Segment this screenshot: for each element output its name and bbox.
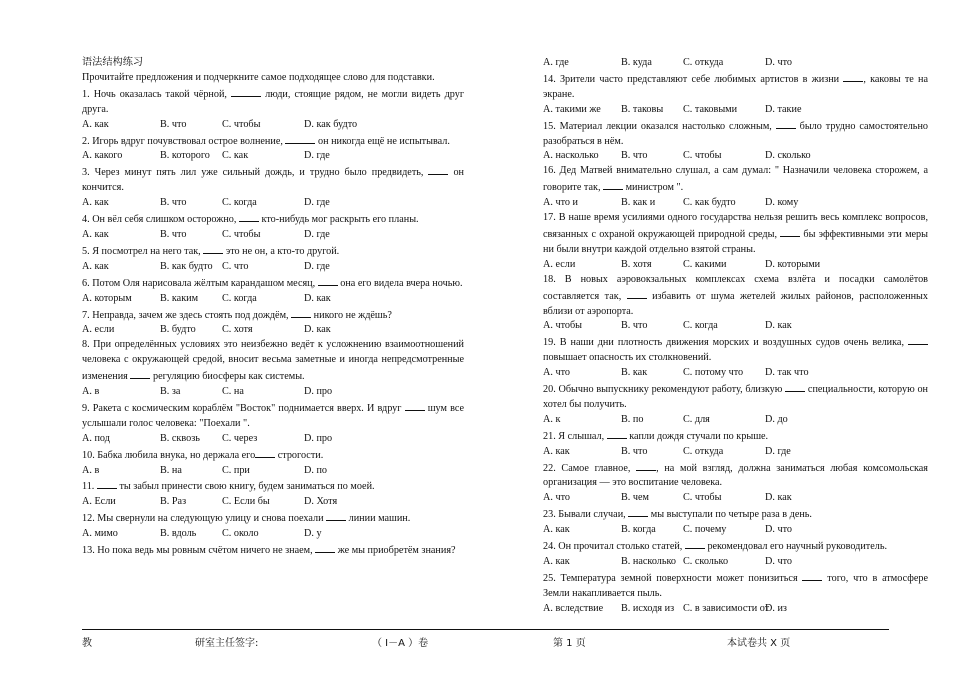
answer-option[interactable]: B. куда	[621, 57, 652, 68]
question-stem: 7. Неправда, зачем же здесь стоять под дождём,	[82, 309, 292, 321]
option-row	[543, 491, 928, 506]
option-row	[543, 103, 928, 118]
answer-blank[interactable]	[780, 226, 800, 237]
answer-option[interactable]: D. что	[765, 57, 792, 68]
question-text	[543, 506, 928, 523]
answer-option[interactable]: A. под	[82, 432, 110, 444]
option-row	[82, 196, 464, 211]
answer-option[interactable]: A. как	[543, 556, 570, 567]
answer-blank[interactable]	[628, 506, 648, 517]
answer-option[interactable]: A. если	[543, 258, 576, 270]
footer-teacher: 教	[82, 638, 92, 649]
answer-blank[interactable]	[318, 275, 338, 286]
answer-option[interactable]: B. чем	[621, 492, 649, 504]
option-row	[543, 56, 928, 71]
answer-blank[interactable]	[843, 71, 863, 82]
answer-option[interactable]: B. исходя из	[621, 602, 675, 614]
answer-option[interactable]: D. из	[765, 602, 787, 614]
question-stem: 14. Зрители часто представляют себе любимых артистов в жизни	[543, 73, 844, 85]
answer-option[interactable]: A. как	[543, 524, 570, 536]
answer-option[interactable]: B. что	[160, 118, 187, 130]
answer-blank[interactable]	[776, 118, 796, 129]
answer-option[interactable]: B. сквозь	[160, 432, 200, 444]
answer-option[interactable]: D. так что	[765, 367, 809, 379]
question-stem: 15. Материал лекции оказался настолько сложным,	[543, 120, 776, 132]
question-stem: 8. При определённых условиях это неизбежно ведёт к усложнению взаимоотношений человека с окружающей средой, вносит весьма заметные и иногда непредсмотренные изменения	[82, 339, 464, 383]
question-text	[82, 400, 464, 432]
question-text	[543, 118, 928, 150]
question-stem-end: , каковы те на экране.	[543, 73, 928, 100]
question-stem: 17. В наше время усилиями одного государства нельзя решить весь комплекс вопросов, связанных с охраной окружающей природной среды,	[543, 212, 928, 240]
answer-blank[interactable]	[607, 428, 627, 439]
answer-option[interactable]: C. что	[222, 260, 249, 272]
footer-rule	[82, 629, 889, 630]
answer-option[interactable]: A. мимо	[82, 528, 118, 540]
answer-option[interactable]: A. в	[82, 464, 100, 476]
footer-paper-code: （ Ⅰ－A ）卷	[372, 638, 429, 649]
question-stem-end: же мы приобретём знания?	[335, 545, 456, 557]
question-stem: 3. Через минут пять лил уже сильный дождь, и трудно было предвидеть,	[82, 167, 429, 179]
answer-option[interactable]: D. кому	[765, 197, 799, 209]
option-row	[543, 366, 928, 381]
answer-option[interactable]: B. на	[160, 464, 182, 476]
answer-blank[interactable]	[603, 179, 623, 190]
answer-option[interactable]: D. что	[765, 556, 792, 567]
question-text	[543, 460, 928, 492]
answer-option[interactable]: A. к	[543, 413, 561, 425]
answer-option[interactable]: B. как будто	[160, 260, 213, 272]
answer-option[interactable]: C. Если бы	[222, 496, 270, 508]
answer-option[interactable]: A. насколько	[543, 150, 599, 162]
answer-option[interactable]: A. в	[82, 386, 100, 398]
question-text	[82, 275, 464, 292]
question-stem-end: бы эффективными эти меры ни были внутри каждой отдельно взятой страны.	[543, 228, 928, 255]
question-stem-end: специальности, которую он хотел бы получить.	[543, 384, 928, 410]
answer-option[interactable]: B. за	[160, 386, 181, 398]
answer-option[interactable]: A. где	[543, 57, 569, 68]
answer-blank[interactable]	[908, 334, 928, 345]
option-row	[543, 523, 928, 538]
answer-blank[interactable]	[636, 460, 656, 471]
footer-director: 研室主任签字:	[195, 638, 259, 649]
footer-page-number: 第 1 页	[553, 638, 586, 649]
answer-option[interactable]: C. какими	[683, 258, 727, 270]
question-stem: 12. Мы свернули на следующую улицу и снова поехали	[82, 513, 327, 525]
answer-option[interactable]: B. хотя	[621, 258, 652, 270]
question-text	[543, 570, 928, 602]
answer-option[interactable]: C. таковыми	[683, 103, 738, 115]
question-stem-end: это не он, а кто-то другой.	[223, 245, 340, 257]
answer-option[interactable]: C. когда	[222, 292, 257, 304]
question-stem-end: он никогда ещё не испытывал.	[315, 135, 450, 147]
question-stem: 2. Игорь вдруг почувствовал острое волнение,	[82, 135, 286, 147]
answer-option[interactable]: D. где	[304, 260, 330, 272]
question-stem-end: , на мой взгляд, должна заниматься любая комсомольская организация — это воспитание человека.	[543, 462, 928, 489]
question-text	[543, 538, 928, 555]
answer-option[interactable]: D. где	[765, 445, 791, 457]
question-stem: 11.	[82, 481, 97, 493]
question-text	[82, 447, 464, 464]
answer-option[interactable]: D. про	[304, 432, 333, 444]
answer-option[interactable]: C. почему	[683, 524, 727, 536]
answer-option[interactable]: A. какого	[82, 150, 123, 162]
answer-blank[interactable]	[239, 211, 259, 222]
answer-option[interactable]: C. когда	[683, 320, 718, 332]
answer-option[interactable]: A. что и	[543, 197, 578, 209]
question-stem-end: линии машин.	[346, 513, 411, 525]
option-row	[82, 464, 464, 479]
instruction-text: Прочитайте предложения и подчеркните самое подходящее слово для подставки.	[82, 71, 435, 83]
option-row	[82, 323, 464, 338]
question-text	[543, 334, 928, 366]
answer-option[interactable]: A. если	[82, 324, 115, 336]
question-text	[82, 243, 464, 260]
footer-total-pages: 本试卷共 X 页	[727, 638, 791, 649]
question-stem-end: мы выступали по четыре раза в день.	[648, 509, 812, 521]
option-row	[543, 258, 928, 273]
answer-option[interactable]: D. про	[304, 386, 333, 398]
answer-option[interactable]: D. где	[304, 150, 330, 162]
question-stem: 5. Я посмотрел на него так,	[82, 245, 204, 257]
answer-option[interactable]: C. откуда	[683, 57, 724, 68]
question-stem-end: было трудно самостоятельно разобраться в нём.	[543, 120, 928, 147]
option-row	[543, 555, 928, 570]
question-stem: 24. Он прочитал столько статей,	[543, 541, 685, 553]
question-stem: 6. Потом Оля нарисовала жёлтым карандашом месяц,	[82, 277, 318, 289]
answer-blank[interactable]	[685, 538, 705, 549]
question-stem-end: регуляцию биосферы как системы.	[150, 371, 305, 383]
answer-option[interactable]: D. что	[765, 524, 792, 536]
question-stem-end: кто-нибудь мог раскрыть его планы.	[258, 214, 419, 226]
answer-option[interactable]: B. Раз	[160, 496, 187, 508]
answer-option[interactable]: D. как	[304, 292, 331, 304]
answer-option[interactable]: C. чтобы	[683, 492, 722, 504]
option-row	[82, 432, 464, 447]
question-stem-end: ты забыл принести свою книгу, будем заниматься по моей.	[116, 481, 375, 493]
answer-option[interactable]: D. где	[304, 197, 330, 209]
question-text	[82, 338, 464, 385]
answer-option[interactable]: B. что	[621, 445, 648, 457]
answer-option[interactable]: B. как	[621, 367, 648, 379]
answer-option[interactable]: B. которого	[160, 150, 210, 162]
answer-blank[interactable]	[231, 86, 261, 97]
question-stem: 4. Он вёл себя слишком осторожно,	[82, 214, 239, 226]
question-stem-end: министром ".	[623, 182, 684, 194]
option-row	[543, 319, 928, 334]
answer-blank[interactable]	[291, 307, 311, 318]
answer-option[interactable]: D. такие	[765, 103, 802, 115]
question-stem: 18. В новых аэровокзальных комплексах схема взлёта и посадки самолётов составляется так,	[543, 273, 928, 302]
question-stem-end: рекомендовал его научный руководитель.	[704, 541, 888, 553]
answer-option[interactable]: B. что	[160, 228, 187, 240]
answer-option[interactable]: B. таковы	[621, 103, 664, 115]
answer-option[interactable]: D. по	[304, 464, 327, 476]
answer-option[interactable]: D. которыми	[765, 258, 821, 270]
answer-option[interactable]: D. до	[765, 413, 788, 425]
answer-option[interactable]: A. что	[543, 367, 570, 379]
answer-option[interactable]: C. чтобы	[222, 118, 261, 130]
answer-option[interactable]: B. насколько	[621, 556, 677, 567]
question-text	[82, 211, 464, 228]
answer-option[interactable]: D. как	[765, 492, 792, 504]
option-row	[82, 228, 464, 243]
answer-option[interactable]: A. как	[543, 445, 570, 457]
answer-option[interactable]: A. чтобы	[543, 320, 583, 332]
question-text	[543, 164, 928, 196]
answer-option[interactable]: B. вдоль	[160, 528, 197, 540]
answer-option[interactable]: B. как и	[621, 197, 656, 209]
answer-option[interactable]: B. будто	[160, 324, 196, 336]
answer-option[interactable]: A. как	[82, 118, 109, 130]
question-stem-end: она его видела вчера ночью.	[337, 277, 463, 289]
right-question-list	[543, 56, 928, 617]
answer-option[interactable]: C. откуда	[683, 445, 724, 457]
answer-option[interactable]: C. для	[683, 413, 710, 425]
answer-option[interactable]: A. Если	[82, 496, 116, 508]
exercise-title: 语法结构练习	[82, 57, 144, 68]
answer-option[interactable]: C. хотя	[222, 324, 253, 336]
option-row	[82, 118, 464, 133]
question-stem-end: повышает опасность их столкновений.	[543, 352, 712, 364]
answer-option[interactable]: B. что	[621, 150, 648, 162]
question-stem-end: того, что в атмосфере Земли накапливается пыль.	[543, 572, 928, 599]
answer-option[interactable]: D. где	[304, 228, 330, 240]
question-text	[82, 542, 464, 559]
question-text	[543, 211, 928, 258]
answer-option[interactable]: D. как	[765, 320, 792, 332]
option-row	[82, 260, 464, 275]
answer-option[interactable]: D. сколько	[765, 150, 811, 162]
question-stem: 23. Бывали случаи,	[543, 509, 629, 521]
question-text	[82, 510, 464, 527]
answer-option[interactable]: A. как	[82, 228, 109, 240]
question-stem: 20. Обычно выпускнику рекомендуют работу, близкую	[543, 384, 786, 396]
question-stem-end: строгости.	[275, 449, 324, 461]
question-stem: 19. В наши дни плотность движения морских и воздушных судов очень велика,	[543, 337, 908, 349]
question-stem: 1. Ночь оказалась такой чёрной,	[82, 88, 232, 100]
question-stem: 22. Самое главное,	[543, 462, 637, 474]
question-text	[543, 273, 928, 320]
question-text	[82, 478, 464, 495]
left-question-list	[82, 86, 464, 559]
option-row	[82, 149, 464, 164]
option-row	[543, 196, 928, 211]
question-stem: 25. Температура земной поверхности может понизиться	[543, 572, 803, 584]
question-text	[543, 428, 928, 445]
answer-option[interactable]: C. чтобы	[683, 150, 722, 162]
answer-option[interactable]: C. в зависимости от	[683, 602, 770, 614]
answer-option[interactable]: A. что	[543, 492, 570, 504]
answer-option[interactable]: B. когда	[621, 524, 656, 536]
option-row	[543, 149, 928, 164]
answer-option[interactable]: C. при	[222, 464, 250, 476]
answer-option[interactable]: C. когда	[222, 197, 257, 209]
answer-option[interactable]: B. что	[160, 197, 187, 209]
answer-blank[interactable]	[315, 542, 335, 553]
answer-blank[interactable]	[627, 288, 647, 299]
answer-option[interactable]: B. что	[621, 320, 648, 332]
question-text	[82, 307, 464, 324]
question-text	[543, 381, 928, 413]
answer-blank[interactable]	[428, 164, 448, 175]
answer-blank[interactable]	[285, 133, 315, 144]
answer-option[interactable]: A. как	[82, 197, 109, 209]
option-row	[82, 527, 464, 542]
question-stem-end: люди, стоящие рядом, не могли видеть друг друга.	[82, 88, 464, 115]
option-row	[543, 445, 928, 460]
question-stem: 10. Бабка любила внука, но держала его	[82, 449, 256, 461]
answer-option[interactable]: D. у	[304, 528, 322, 540]
question-text	[82, 86, 464, 118]
answer-option[interactable]: C. как будто	[683, 197, 736, 209]
question-stem-end: избавить от шума жетелей жилых районов, расположенных вблизи от аэропорта.	[543, 290, 928, 317]
left-column	[82, 56, 464, 559]
option-row	[82, 495, 464, 510]
answer-option[interactable]: A. вследствие	[543, 602, 604, 614]
answer-option[interactable]: D. Хотя	[304, 496, 338, 508]
answer-option[interactable]: D. как	[304, 324, 331, 336]
right-column	[543, 56, 928, 617]
answer-blank[interactable]	[130, 368, 150, 379]
answer-blank[interactable]	[405, 400, 425, 411]
answer-option[interactable]: D. как будто	[304, 118, 358, 130]
answer-option[interactable]: C. как	[222, 150, 249, 162]
question-stem-end: капли дождя стучали по крыше.	[626, 430, 769, 442]
question-stem: 9. Ракета с космическим кораблём "Восток" поднимается вверх. И вдруг	[82, 402, 405, 414]
answer-blank[interactable]	[802, 570, 822, 581]
answer-option[interactable]: C. чтобы	[222, 228, 261, 240]
question-text	[543, 71, 928, 103]
answer-blank[interactable]	[97, 478, 117, 489]
answer-option[interactable]: C. сколько	[683, 556, 729, 567]
answer-option[interactable]: B. каким	[160, 292, 199, 304]
answer-blank[interactable]	[255, 447, 275, 458]
answer-option[interactable]: C. около	[222, 528, 259, 540]
question-stem-end: он кончится.	[82, 167, 464, 194]
answer-option[interactable]: A. которым	[82, 292, 132, 304]
question-stem-end: никого не ждёшь?	[311, 309, 392, 321]
question-stem: 21. Я слышал,	[543, 430, 607, 442]
question-stem: 16. Дед Матвей внимательно слушал, а сам думал: " Назначили человека сторожем, а говорите так,	[543, 165, 928, 194]
answer-blank[interactable]	[326, 510, 346, 521]
answer-option[interactable]: C. через	[222, 432, 258, 444]
question-stem: 13. Но пока ведь мы ровным счётом ничего не знаем,	[82, 545, 316, 557]
question-text	[82, 133, 464, 150]
answer-blank[interactable]	[203, 243, 223, 254]
option-row	[543, 413, 928, 428]
answer-blank[interactable]	[785, 381, 805, 392]
answer-option[interactable]: B. по	[621, 413, 644, 425]
option-row	[82, 292, 464, 307]
answer-option[interactable]: A. как	[82, 260, 109, 272]
question-stem-end: шум все услышали голос человека: "Поехали ".	[82, 402, 465, 429]
option-row	[543, 602, 928, 617]
answer-option[interactable]: A. такими же	[543, 103, 601, 115]
answer-option[interactable]: C. потому что	[683, 367, 744, 379]
answer-option[interactable]: C. на	[222, 386, 244, 398]
option-row	[82, 385, 464, 400]
question-text	[82, 164, 464, 196]
